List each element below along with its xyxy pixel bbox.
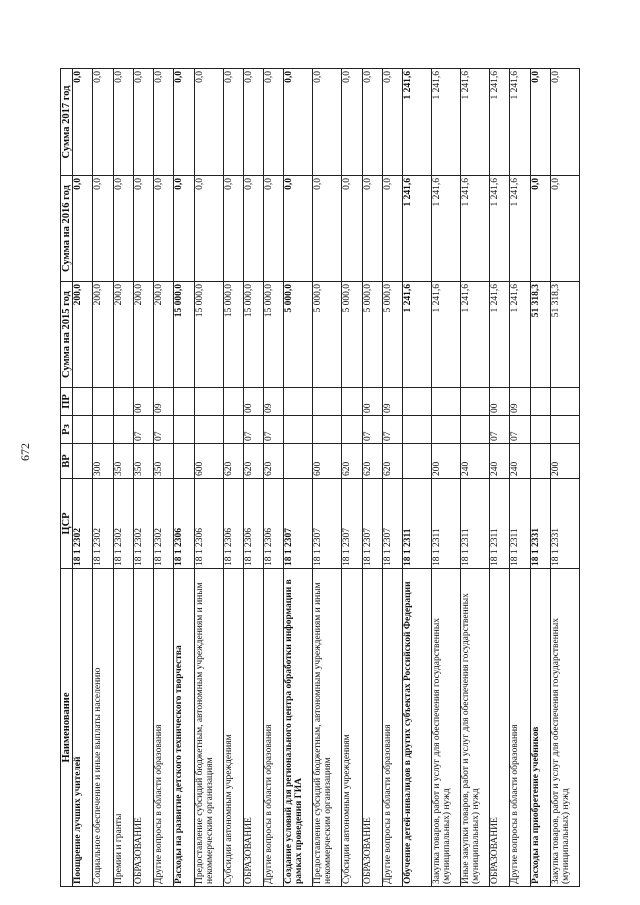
cell-rz: 07	[264, 416, 284, 444]
cell-name: Другие вопросы в области образования	[264, 569, 284, 887]
cell-sum-2017: 0,0	[243, 69, 263, 176]
cell-sum-2017: 0,0	[342, 69, 362, 176]
table-row	[73, 69, 93, 887]
cell-rz	[403, 416, 432, 444]
cell-sum-2015: 200,0	[93, 282, 113, 388]
cell-csr: 18 1 2311	[403, 479, 432, 569]
cell-vr: 240	[510, 444, 530, 479]
cell-rz: 07	[510, 416, 530, 444]
cell-name: Субсидии автономным учреждениям	[223, 569, 243, 887]
cell-sum-2015: 1 241,6	[490, 282, 510, 388]
header-sum-2017: Сумма 2017 год	[61, 69, 73, 176]
cell-pr	[174, 388, 194, 416]
cell-vr: 350	[113, 444, 133, 479]
cell-pr: 09	[264, 388, 284, 416]
cell-sum-2016: 1 241,6	[403, 176, 432, 282]
cell-pr	[93, 388, 113, 416]
cell-rz	[93, 416, 113, 444]
cell-csr: 18 1 2331	[551, 479, 580, 569]
cell-name: Субсидии автономным учреждениям	[342, 569, 362, 887]
header-sum-2015: Сумма на 2015 год	[61, 282, 73, 388]
cell-sum-2015: 15 000,0	[194, 282, 223, 388]
cell-pr: 09	[154, 388, 174, 416]
cell-csr: 18 1 2307	[313, 479, 342, 569]
table-row	[461, 69, 490, 887]
table-row	[490, 69, 510, 887]
cell-csr: 18 1 2306	[243, 479, 263, 569]
header-sum-2016: Сумма на 2016 год	[61, 176, 73, 282]
cell-vr: 350	[133, 444, 153, 479]
cell-csr: 18 1 2306	[194, 479, 223, 569]
cell-csr: 18 1 2307	[362, 479, 382, 569]
cell-vr: 620	[243, 444, 263, 479]
cell-sum-2017: 1 241,6	[461, 69, 490, 176]
cell-sum-2017: 0,0	[551, 69, 580, 176]
cell-vr	[284, 444, 313, 479]
cell-pr	[73, 388, 93, 416]
table-row	[403, 69, 432, 887]
table-header-row	[61, 69, 73, 887]
cell-name: Расходы на приобретение учебников	[530, 569, 550, 887]
cell-pr: 00	[490, 388, 510, 416]
table-row	[432, 69, 461, 887]
cell-sum-2016: 0,0	[362, 176, 382, 282]
cell-sum-2015: 51 318,3	[551, 282, 580, 388]
table-row	[342, 69, 362, 887]
table-row	[93, 69, 113, 887]
cell-sum-2017: 0,0	[133, 69, 153, 176]
cell-sum-2015: 200,0	[73, 282, 93, 388]
cell-vr: 600	[194, 444, 223, 479]
cell-name: Другие вопросы в области образования	[382, 569, 402, 887]
cell-rz	[284, 416, 313, 444]
cell-sum-2017: 0,0	[154, 69, 174, 176]
cell-sum-2017: 0,0	[174, 69, 194, 176]
cell-csr: 18 1 2311	[510, 479, 530, 569]
cell-name: Премии и гранты	[113, 569, 133, 887]
cell-csr: 18 1 2306	[223, 479, 243, 569]
cell-sum-2016: 0,0	[243, 176, 263, 282]
cell-csr: 18 1 2311	[490, 479, 510, 569]
cell-sum-2015: 200,0	[133, 282, 153, 388]
cell-name: ОБРАЗОВАНИЕ	[133, 569, 153, 887]
cell-csr: 18 1 2306	[264, 479, 284, 569]
cell-sum-2015: 15 000,0	[264, 282, 284, 388]
cell-name: Предоставление субсидий бюджетным, автономным учреждениям и иным некоммерческим организациям	[194, 569, 223, 887]
cell-sum-2015: 5 000,0	[342, 282, 362, 388]
cell-name: ОБРАЗОВАНИЕ	[243, 569, 263, 887]
budget-table	[60, 68, 580, 887]
cell-rz	[551, 416, 580, 444]
cell-rz	[113, 416, 133, 444]
cell-vr: 300	[93, 444, 113, 479]
cell-sum-2016: 0,0	[313, 176, 342, 282]
cell-sum-2015: 200,0	[154, 282, 174, 388]
cell-vr: 240	[461, 444, 490, 479]
cell-rz	[194, 416, 223, 444]
table-row	[382, 69, 402, 887]
cell-sum-2016: 0,0	[194, 176, 223, 282]
cell-sum-2016: 0,0	[551, 176, 580, 282]
header-vr: ВР	[61, 444, 73, 479]
cell-csr: 18 1 2307	[284, 479, 313, 569]
cell-csr: 18 1 2302	[113, 479, 133, 569]
cell-sum-2017: 0,0	[362, 69, 382, 176]
cell-vr: 620	[362, 444, 382, 479]
cell-sum-2017: 0,0	[313, 69, 342, 176]
cell-sum-2015: 15 000,0	[223, 282, 243, 388]
cell-vr: 240	[490, 444, 510, 479]
cell-sum-2017: 0,0	[382, 69, 402, 176]
cell-pr: 00	[362, 388, 382, 416]
cell-sum-2016: 1 241,6	[432, 176, 461, 282]
cell-vr	[174, 444, 194, 479]
cell-sum-2015: 5 000,0	[313, 282, 342, 388]
cell-sum-2017: 1 241,6	[403, 69, 432, 176]
cell-vr: 200	[551, 444, 580, 479]
cell-pr	[403, 388, 432, 416]
cell-name: Расходы на развитие детского технического творчества	[174, 569, 194, 887]
cell-sum-2015: 1 241,6	[432, 282, 461, 388]
cell-name: ОБРАЗОВАНИЕ	[490, 569, 510, 887]
cell-sum-2016: 1 241,6	[510, 176, 530, 282]
page-number: 672	[18, 443, 32, 461]
cell-rz	[73, 416, 93, 444]
cell-sum-2016: 0,0	[223, 176, 243, 282]
cell-sum-2016: 0,0	[284, 176, 313, 282]
rotated-table-container	[60, 69, 580, 887]
cell-sum-2017: 0,0	[73, 69, 93, 176]
cell-sum-2016: 0,0	[93, 176, 113, 282]
cell-vr: 200	[432, 444, 461, 479]
cell-name: Обучение детей-инвалидов в других субъектах Российской Федерации	[403, 569, 432, 887]
cell-name: Другие вопросы в области образования	[154, 569, 174, 887]
cell-rz	[530, 416, 550, 444]
cell-csr: 18 1 2302	[154, 479, 174, 569]
cell-csr: 18 1 2306	[174, 479, 194, 569]
cell-sum-2015: 5 000,0	[382, 282, 402, 388]
cell-csr: 18 1 2302	[133, 479, 153, 569]
cell-name: Предоставление субсидий бюджетным, автономным учреждениям и иным некоммерческим организациям	[313, 569, 342, 887]
cell-sum-2016: 0,0	[113, 176, 133, 282]
table-row	[194, 69, 223, 887]
cell-name: Закупка товаров, работ и услуг для обеспечения государственных (муниципальных) нужд	[432, 569, 461, 887]
header-name: Наименование	[61, 569, 73, 887]
cell-sum-2015: 15 000,0	[174, 282, 194, 388]
cell-name: Закупка товаров, работ и услуг для обеспечения государственных (муниципальных) нужд	[551, 569, 580, 887]
cell-rz: 07	[243, 416, 263, 444]
cell-rz	[461, 416, 490, 444]
cell-pr: 09	[510, 388, 530, 416]
cell-pr	[284, 388, 313, 416]
cell-sum-2016: 0,0	[382, 176, 402, 282]
cell-rz	[174, 416, 194, 444]
table-body	[73, 69, 580, 887]
header-csr: ЦСР	[61, 479, 73, 569]
cell-pr	[342, 388, 362, 416]
cell-sum-2016: 0,0	[174, 176, 194, 282]
cell-sum-2017: 0,0	[530, 69, 550, 176]
cell-name: Социальное обеспечение и иные выплаты населению	[93, 569, 113, 887]
cell-vr: 600	[313, 444, 342, 479]
cell-sum-2016: 0,0	[342, 176, 362, 282]
table-row	[362, 69, 382, 887]
cell-sum-2017: 0,0	[284, 69, 313, 176]
cell-rz: 07	[362, 416, 382, 444]
cell-sum-2017: 1 241,6	[490, 69, 510, 176]
cell-sum-2017: 0,0	[113, 69, 133, 176]
cell-csr: 18 1 2302	[93, 479, 113, 569]
cell-csr: 18 1 2311	[432, 479, 461, 569]
cell-name: ОБРАЗОВАНИЕ	[362, 569, 382, 887]
cell-sum-2017: 1 241,6	[432, 69, 461, 176]
cell-sum-2016: 1 241,6	[461, 176, 490, 282]
cell-name: Создание условий для регионального центра обработки информации в рамках проведения ГИА	[284, 569, 313, 887]
cell-pr	[223, 388, 243, 416]
cell-pr	[551, 388, 580, 416]
cell-csr: 18 1 2307	[382, 479, 402, 569]
cell-name: Поощрение лучших учителей	[73, 569, 93, 887]
cell-sum-2017: 0,0	[194, 69, 223, 176]
cell-sum-2016: 1 241,6	[490, 176, 510, 282]
table-row	[113, 69, 133, 887]
cell-rz: 07	[133, 416, 153, 444]
cell-pr	[113, 388, 133, 416]
cell-sum-2015: 1 241,6	[510, 282, 530, 388]
cell-sum-2017: 0,0	[264, 69, 284, 176]
cell-sum-2016: 0,0	[133, 176, 153, 282]
cell-rz: 07	[382, 416, 402, 444]
cell-pr: 09	[382, 388, 402, 416]
table-row	[530, 69, 550, 887]
cell-sum-2015: 1 241,6	[461, 282, 490, 388]
table-row	[133, 69, 153, 887]
cell-sum-2016: 0,0	[530, 176, 550, 282]
cell-csr: 18 1 2307	[342, 479, 362, 569]
cell-vr: 620	[264, 444, 284, 479]
cell-pr	[530, 388, 550, 416]
cell-rz: 07	[154, 416, 174, 444]
cell-sum-2017: 0,0	[93, 69, 113, 176]
cell-pr: 00	[243, 388, 263, 416]
cell-sum-2015: 15 000,0	[243, 282, 263, 388]
table-row	[551, 69, 580, 887]
cell-sum-2017: 0,0	[223, 69, 243, 176]
table-row	[174, 69, 194, 887]
cell-vr: 350	[154, 444, 174, 479]
table-row	[154, 69, 174, 887]
header-rz: Рз	[61, 416, 73, 444]
cell-sum-2015: 1 241,6	[403, 282, 432, 388]
cell-vr	[403, 444, 432, 479]
cell-csr: 18 1 2302	[73, 479, 93, 569]
cell-pr	[313, 388, 342, 416]
cell-rz	[313, 416, 342, 444]
cell-vr: 620	[223, 444, 243, 479]
table-row	[223, 69, 243, 887]
cell-vr	[73, 444, 93, 479]
cell-name: Иные закупки товаров, работ и услуг для обеспечения государственных (муниципальных) нужд	[461, 569, 490, 887]
cell-pr: 00	[133, 388, 153, 416]
cell-pr	[194, 388, 223, 416]
table-row	[284, 69, 313, 887]
cell-vr: 620	[342, 444, 362, 479]
cell-rz	[223, 416, 243, 444]
cell-pr	[461, 388, 490, 416]
table-row	[313, 69, 342, 887]
cell-sum-2015: 51 318,3	[530, 282, 550, 388]
cell-sum-2015: 200,0	[113, 282, 133, 388]
cell-rz	[432, 416, 461, 444]
cell-name: Другие вопросы в области образования	[510, 569, 530, 887]
cell-sum-2015: 5 000,0	[362, 282, 382, 388]
table-row	[510, 69, 530, 887]
cell-rz: 07	[490, 416, 510, 444]
cell-sum-2016: 0,0	[154, 176, 174, 282]
cell-sum-2016: 0,0	[264, 176, 284, 282]
table-row	[264, 69, 284, 887]
cell-csr: 18 1 2331	[530, 479, 550, 569]
cell-vr: 620	[382, 444, 402, 479]
cell-sum-2015: 5 000,0	[284, 282, 313, 388]
cell-sum-2016: 0,0	[73, 176, 93, 282]
cell-vr	[530, 444, 550, 479]
cell-pr	[432, 388, 461, 416]
table-row	[243, 69, 263, 887]
header-pr: ПР	[61, 388, 73, 416]
cell-sum-2017: 1 241,6	[510, 69, 530, 176]
cell-rz	[342, 416, 362, 444]
cell-csr: 18 1 2311	[461, 479, 490, 569]
